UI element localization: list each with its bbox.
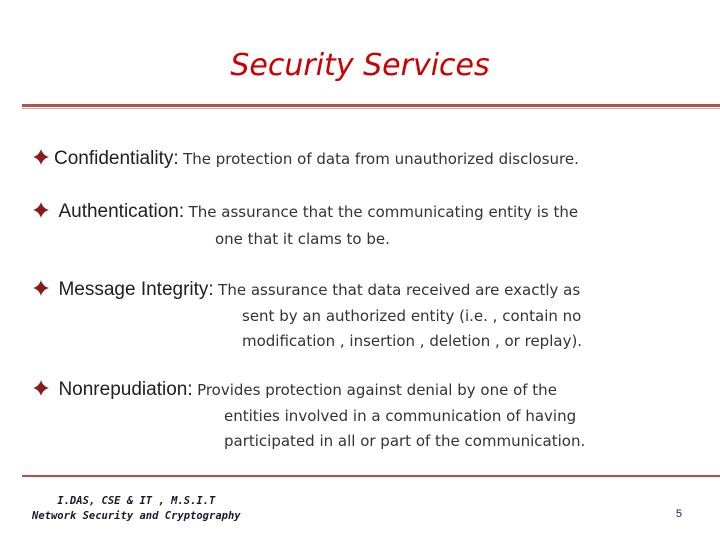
diamond-bullet-icon bbox=[32, 148, 50, 166]
item-definition: The protection of data from unauthorized disclosure. bbox=[183, 150, 579, 168]
item-term: Nonrepudiation: bbox=[58, 379, 193, 400]
item-term: Confidentiality: bbox=[54, 148, 179, 169]
list-item-message-integrity bbox=[32, 279, 692, 301]
diamond-bullet-icon bbox=[32, 279, 50, 297]
footer-author: I.DAS, CSE & IT , M.S.I.T bbox=[57, 495, 216, 507]
page-number: 5 bbox=[675, 508, 682, 520]
footer-credits bbox=[32, 494, 241, 524]
item-term: Authentication: bbox=[58, 201, 185, 222]
item-term: Message Integrity: bbox=[58, 279, 214, 300]
item-definition-continued: entities involved in a communication of having bbox=[224, 407, 577, 425]
footer-rule bbox=[22, 475, 720, 477]
list-item-confidentiality bbox=[32, 148, 692, 170]
title-rule bbox=[22, 104, 720, 107]
title-rule-shadow bbox=[22, 108, 720, 109]
list-item-authentication bbox=[32, 201, 692, 223]
item-definition: The assurance that data received are exactly as bbox=[218, 281, 581, 299]
footer-course: Network Security and Cryptography bbox=[32, 510, 241, 522]
item-definition-continued: modification , insertion , deletion , or replay). bbox=[242, 332, 583, 350]
item-definition-continued: participated in all or part of the communication. bbox=[224, 432, 586, 450]
item-definition-continued: one that it clams to be. bbox=[215, 230, 390, 248]
item-definition-continued: sent by an authorized entity (i.e. , contain no bbox=[242, 307, 582, 325]
item-definition: The assurance that the communicating entity is the bbox=[188, 203, 579, 221]
list-item-nonrepudiation bbox=[32, 379, 692, 401]
diamond-bullet-icon bbox=[32, 379, 50, 397]
slide-title: Security Services bbox=[230, 48, 490, 83]
diamond-bullet-icon bbox=[32, 201, 50, 219]
item-definition: Provides protection against denial by one of the bbox=[197, 381, 557, 399]
